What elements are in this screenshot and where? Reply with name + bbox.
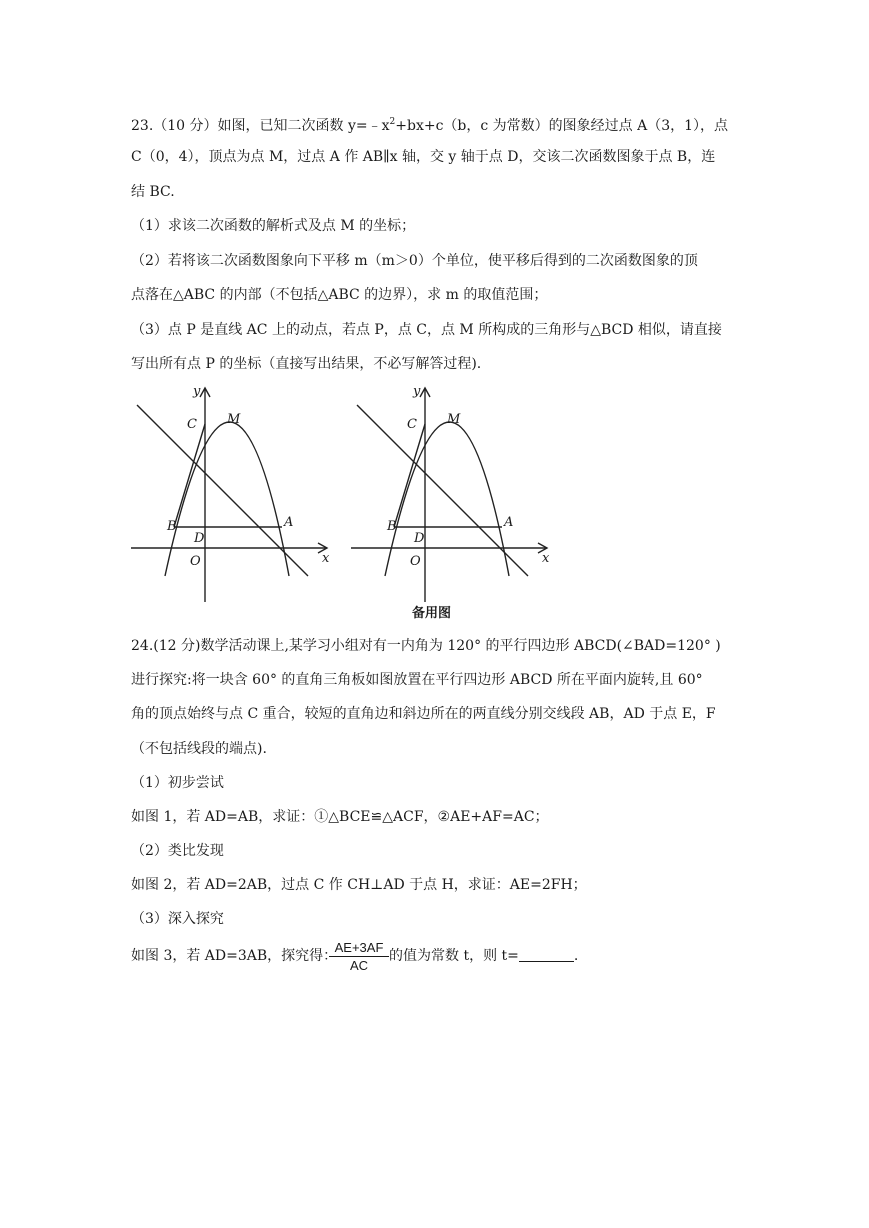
- parabola-curve: [165, 422, 289, 576]
- q24-section-1-text: 如图 1，若 AD=AB，求证：①△BCE≌△ACF，②AE+AF=AC；: [131, 809, 549, 825]
- label-a: A: [284, 515, 294, 530]
- figure-caption: 备用图: [412, 606, 452, 621]
- q24-section-2-text: 如图 2，若 AD=2AB，过点 C 作 CH⊥AD 于点 H，求证：AE=2FH；: [131, 877, 587, 893]
- label-b: B: [387, 519, 397, 534]
- label-d: D: [194, 531, 205, 546]
- label-b: B: [167, 519, 177, 534]
- q24-section-1: （1）初步尝试: [131, 775, 224, 791]
- q24-section-2: （2）类比发现: [131, 843, 224, 859]
- superscript: 2: [389, 117, 396, 127]
- answer-blank[interactable]: [519, 947, 574, 962]
- q23-line-1: [131, 112, 728, 136]
- period: .: [573, 948, 579, 964]
- q23-part-3a: （3）点 P 是直线 AC 上的动点，若点 P，点 C，点 M 所构成的三角形与△BCD 相似，请直接: [131, 322, 722, 338]
- q23-line-3: 结 BC.: [131, 184, 175, 200]
- q23-part-1: （1）求该二次函数的解析式及点 M 的坐标；: [131, 218, 416, 234]
- q23-line-2: C（0，4），顶点为点 M，过点 A 作 AB∥x 轴，交 y 轴于点 D，交该二次函数图象于点 B，连: [131, 149, 716, 165]
- label-c: C: [187, 417, 197, 432]
- label-o: O: [410, 554, 421, 569]
- q23-part-2a: （2）若将该二次函数图象向下平移 m（m＞0）个单位，使平移后得到的二次函数图象的顶: [131, 253, 698, 269]
- q24-section-3-tail: [389, 946, 578, 966]
- fraction: [329, 940, 389, 973]
- fraction-denominator: AC: [349, 958, 369, 973]
- q24-section-3-lead: 如图 3，若 AD=3AB，探究得：: [131, 948, 338, 964]
- label-x: x: [542, 551, 550, 566]
- parabola-figure-2: [345, 380, 560, 605]
- label-a: A: [504, 515, 514, 530]
- q24-line-2: 进行探究:将一块含 60° 的直角三角板如图放置在平行四边形 ABCD 所在平面内旋转,且 60°: [131, 672, 703, 688]
- q24-line-3: 角的顶点始终与点 C 重合，较短的直角边和斜边所在的两直线分别交线段 AB，AD 于点 E，F: [131, 706, 716, 722]
- q23-part-2b: 点落在△ABC 的内部（不包括△ABC 的边界），求 m 的取值范围；: [131, 287, 548, 303]
- fraction-numerator: AE+3AF: [329, 940, 389, 957]
- segment-bc: [394, 424, 425, 527]
- label-x: x: [322, 551, 330, 566]
- line-ac: [357, 405, 528, 576]
- segment-bc: [174, 424, 205, 527]
- q23-part-3b: 写出所有点 P 的坐标（直接写出结果，不必写解答过程).: [131, 356, 482, 372]
- label-m: M: [227, 412, 241, 427]
- parabola-figure-1: [125, 380, 340, 605]
- label-d: D: [414, 531, 425, 546]
- label-c: C: [407, 417, 417, 432]
- label-m: M: [447, 412, 461, 427]
- label-y: y: [193, 384, 201, 399]
- parabola-curve: [385, 422, 509, 576]
- q24-section-3: （3）深入探究: [131, 911, 224, 927]
- q24-tail-text: 的值为常数 t，则 t=: [389, 948, 519, 964]
- q24-line-1: 24.(12 分)数学活动课上,某学习小组对有一内角为 120° 的平行四边形 ABCD(∠BAD=120° ): [131, 638, 721, 654]
- q23-text: 23.（10 分）如图，已知二次函数 y=﹣x: [131, 118, 390, 134]
- label-o: O: [190, 554, 201, 569]
- q23-text: +bx+c（b，c 为常数）的图象经过点 A（3，1），点: [395, 118, 729, 134]
- line-ac: [137, 405, 308, 576]
- label-y: y: [413, 384, 421, 399]
- q24-line-4: （不包括线段的端点).: [131, 741, 267, 757]
